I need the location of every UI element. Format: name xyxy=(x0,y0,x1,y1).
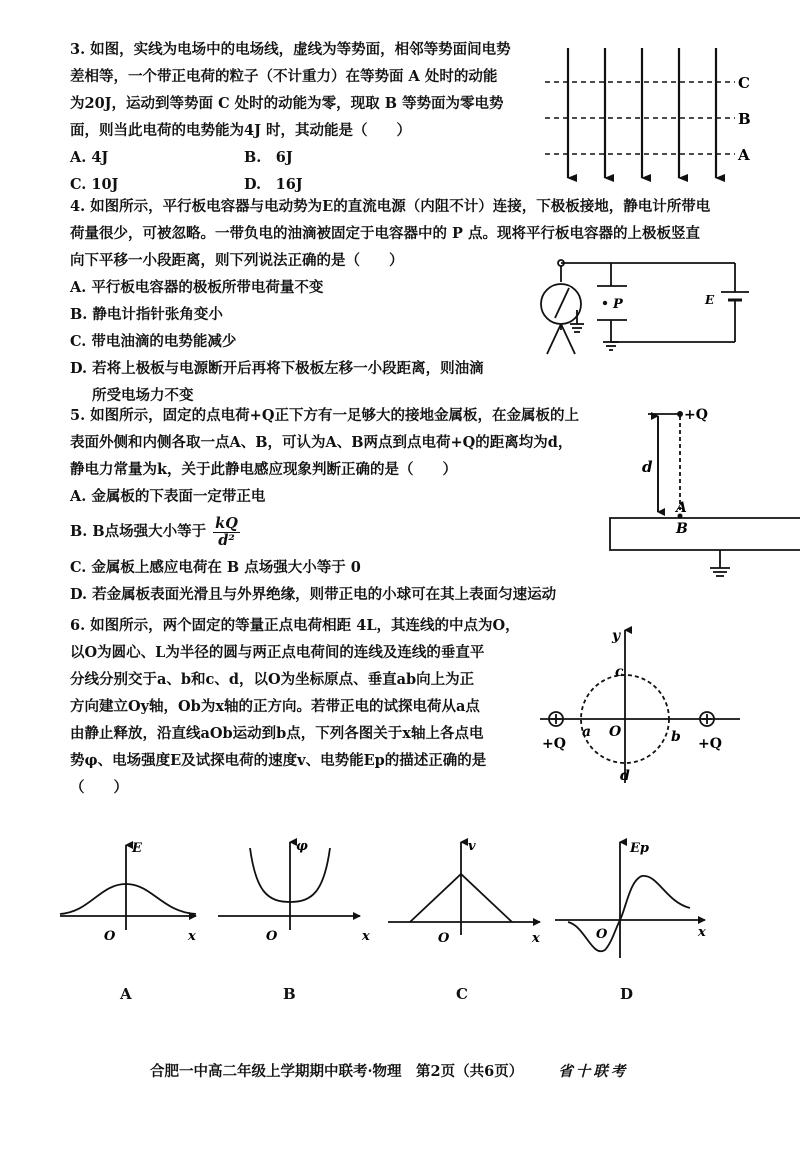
question-text-line: 静电力常量为k，关于此静电感应现象判断正确的是（ ） xyxy=(70,461,458,478)
graph-d xyxy=(555,841,706,958)
question-text-line: 5. 如图所示，固定的点电荷+Q正下方有一足够大的接地金属板，在金属板的上 xyxy=(70,407,579,424)
capacitor-circuit-figure xyxy=(525,258,775,368)
graph-b xyxy=(218,839,370,944)
question-text-line: 向下平移一小段距离，则下列说法正确的是（ ） xyxy=(70,252,404,269)
footer-text: 合肥一中高二年级上学期期中联考·物理 第2页（共6页） xyxy=(150,1063,524,1080)
question-5 xyxy=(70,402,600,608)
graph-a-caption: A xyxy=(120,985,132,1003)
option-a: A. 金属板的下表面一定带正电 xyxy=(70,488,266,505)
question-text-line: 方向建立Oy轴，Ob为x轴的正方向。若带正电的试探电荷从a点 xyxy=(70,698,480,715)
graph-c-y-label: v xyxy=(468,839,476,854)
question-text-line: 表面外侧和内侧各取一点A、B，可认为A、B两点到点电荷+Q的距离均为d， xyxy=(70,434,573,451)
point-b-label: B xyxy=(676,521,688,537)
question-text-line: 以O为圆心、L为半径的圆与两正点电荷间的连线及连线的垂直平 xyxy=(70,644,485,661)
y-axis-label: y xyxy=(612,628,621,644)
option-a: A. 4J xyxy=(70,149,109,166)
question-text-line: 差相等，一个带正电荷的粒子（不计重力）在等势面 A 处时的动能 xyxy=(70,68,498,85)
answer-graphs xyxy=(0,830,800,980)
graph-c-x-label: x xyxy=(532,931,540,946)
fraction-numerator: kQ xyxy=(215,514,238,532)
point-a-label: A xyxy=(676,500,687,516)
option-d: D. 16J xyxy=(244,176,303,193)
point-c-label: c xyxy=(615,664,624,680)
option-d: D. 若将上极板与电源断开后再将下极板左移一小段距离，则油滴 xyxy=(70,360,484,377)
page-footer xyxy=(150,1060,628,1081)
question-text-line: 分线分别交于a、b和c、d，以O为坐标原点、垂直ab向上为正 xyxy=(70,671,475,688)
graph-a-x-label: x xyxy=(188,929,196,944)
question-text-line: 6. 如图所示，两个固定的等量正点电荷相距 4L，其连线的中点为O， xyxy=(70,617,520,634)
option-c: C. 10J xyxy=(70,176,119,193)
option-d: D. 若金属板表面光滑且与外界绝缘，则带正电的小球可在其上表面匀速运动 xyxy=(70,586,557,603)
graph-c-origin-label: O xyxy=(438,931,450,946)
charge-right-label: +Q xyxy=(698,736,722,752)
question-3 xyxy=(70,36,540,198)
point-charge-plate-figure xyxy=(600,400,800,590)
question-text-line: 为20J，运动到等势面 C 处时的动能为零，现取 B 等势面为零电势 xyxy=(70,95,504,112)
option-b-fraction xyxy=(213,516,240,549)
graph-a-y-label: E xyxy=(132,841,142,856)
footer-stamp: 省十联考 xyxy=(558,1064,629,1080)
question-text-line: 面，则当此电荷的电势能为4J 时，其动能是（ ） xyxy=(70,122,411,139)
question-text-line: 4. 如图所示，平行板电容器与电动势为E的直流电源（内阻不计）连接，下极板接地，静电计所带电 xyxy=(70,198,711,215)
graph-d-y-label: Ep xyxy=(630,841,649,856)
graph-b-caption: B xyxy=(283,985,296,1003)
origin-label: O xyxy=(609,724,622,740)
distance-label: d xyxy=(642,458,653,476)
option-d-continued: 所受电场力不变 xyxy=(92,387,194,404)
graph-a xyxy=(60,841,196,944)
option-b-text: B. B点场强大小等于 xyxy=(70,523,207,540)
field-lines-figure xyxy=(540,40,800,190)
oil-drop-label: P xyxy=(613,297,623,312)
option-a: A. 平行板电容器的极板所带电荷量不变 xyxy=(70,279,324,296)
question-text-line: 势φ、电场强度E及试探电荷的速度v、电势能Ep的描述正确的是 xyxy=(70,752,487,769)
question-text-line: 荷量很少，可被忽略。一带负电的油滴被固定于电容器中的 P 点。现将平行板电容器的上极板竖直 xyxy=(70,225,700,242)
graph-d-origin-label: O xyxy=(596,927,608,942)
graph-d-caption: D xyxy=(620,985,634,1003)
option-c: C. 金属板上感应电荷在 B 点场强大小等于 0 xyxy=(70,559,361,576)
option-b: B. 6J xyxy=(244,149,293,166)
graph-b-y-label: φ xyxy=(296,839,308,854)
charge-label: +Q xyxy=(684,407,708,423)
question-6 xyxy=(70,612,540,801)
charge-left-label: +Q xyxy=(542,736,566,752)
graph-a-origin-label: O xyxy=(104,929,116,944)
question-text-line: 3. 如图，实线为电场中的电场线，虚线为等势面，相邻等势面间电势 xyxy=(70,41,511,58)
point-d-label: d xyxy=(620,768,630,784)
emf-label: E xyxy=(705,293,715,307)
point-a-label: a xyxy=(582,724,592,740)
option-c: C. 带电油滴的电势能减少 xyxy=(70,333,237,350)
graph-d-x-label: x xyxy=(698,925,706,940)
graph-b-x-label: x xyxy=(362,929,370,944)
graph-b-origin-label: O xyxy=(266,929,278,944)
option-b xyxy=(70,510,600,554)
point-b-label: b xyxy=(671,729,681,745)
equipotential-label-a: A xyxy=(738,146,750,164)
option-b: B. 静电计指针张角变小 xyxy=(70,306,223,323)
question-text-line: 由静止释放，沿直线aOb运动到b点，下列各图关于x轴上各点电 xyxy=(70,725,484,742)
question-text-line: （ ） xyxy=(70,779,128,796)
equipotential-label-b: B xyxy=(738,110,751,128)
fraction-denominator: d² xyxy=(218,531,235,549)
graph-c-caption: C xyxy=(456,985,468,1003)
graph-c xyxy=(388,839,540,946)
equipotential-label-c: C xyxy=(738,74,750,92)
two-charges-figure xyxy=(540,618,790,793)
